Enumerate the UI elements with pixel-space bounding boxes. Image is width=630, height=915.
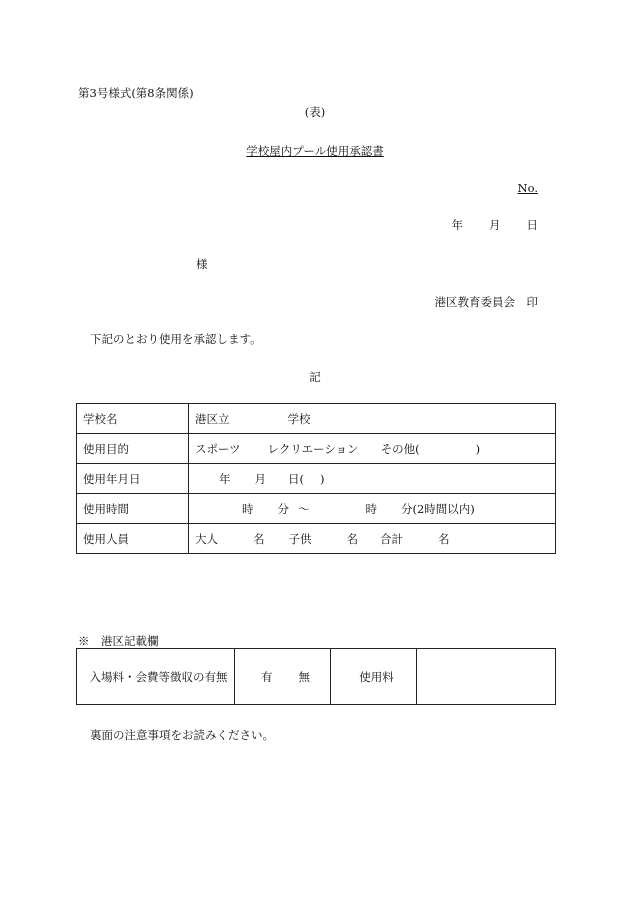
purpose-sports: スポーツ	[195, 441, 241, 456]
footer-note: 裏面の注意事項をお読みください。	[90, 728, 274, 742]
usage-date-close: )	[320, 471, 325, 486]
issuer: 港区教育委員会 印	[434, 295, 538, 309]
purpose-recreation: レクリエーション	[267, 441, 359, 456]
usage-time-tilde: 〜	[298, 501, 310, 516]
table-row	[77, 494, 556, 524]
usage-date-year: 年	[219, 471, 231, 486]
document-title: 学校屋内プール使用承認書	[246, 144, 384, 158]
ki-heading: 記	[309, 370, 321, 384]
usage-time-min-end: 分(2時間以内)	[401, 501, 475, 516]
purpose-other: その他(	[380, 441, 420, 456]
usage-date-month: 月	[254, 471, 266, 486]
fee-question-label: 入場料・会費等徴収の有無	[77, 649, 235, 705]
people-children-unit: 名	[346, 531, 358, 546]
usage-time-min-start: 分	[277, 501, 289, 516]
purpose-field	[189, 434, 556, 464]
issue-date	[452, 217, 539, 233]
side-label: (表)	[304, 105, 326, 119]
issue-date-month: 月	[489, 218, 501, 232]
school-name-field	[189, 404, 556, 434]
form-number: 第3号様式(第8条関係)	[78, 86, 194, 100]
school-suffix: 学校	[287, 411, 311, 426]
people-children: 子供	[288, 531, 312, 546]
fee-yes-no-field	[235, 649, 331, 705]
table-row	[77, 404, 556, 434]
people-adults-unit: 名	[253, 531, 265, 546]
usage-date-label: 使用年月日	[77, 464, 189, 494]
people-label: 使用人員	[77, 524, 189, 554]
table-row	[77, 434, 556, 464]
usage-fee-label: 使用料	[331, 649, 417, 705]
fee-no: 無	[298, 669, 310, 684]
minato-section-heading: ※ 港区記載欄	[78, 634, 159, 648]
usage-date-day: 日(	[288, 471, 304, 486]
usage-table	[76, 403, 556, 554]
usage-fee-value	[417, 649, 556, 705]
usage-date-field	[189, 464, 556, 494]
usage-time-hour-start: 時	[242, 501, 254, 516]
issue-date-year: 年	[451, 218, 463, 232]
people-total-unit: 名	[438, 531, 450, 546]
people-total: 合計	[380, 531, 403, 546]
usage-time-label: 使用時間	[77, 494, 189, 524]
fee-yes: 有	[261, 669, 273, 684]
usage-time-hour-end: 時	[365, 501, 377, 516]
purpose-label: 使用目的	[77, 434, 189, 464]
people-field	[189, 524, 556, 554]
intro-text: 下記のとおり使用を承認します。	[90, 332, 262, 346]
usage-time-field	[189, 494, 556, 524]
minato-fee-table	[76, 648, 556, 705]
issue-date-day: 日	[526, 218, 538, 232]
document-number: No.	[517, 181, 538, 195]
school-name-label: 学校名	[77, 404, 189, 434]
table-row	[77, 649, 556, 705]
table-row	[77, 464, 556, 494]
recipient-suffix: 様	[196, 257, 208, 271]
purpose-other-close: )	[475, 441, 481, 456]
table-row	[77, 524, 556, 554]
school-prefix: 港区立	[195, 411, 230, 426]
people-adults: 大人	[195, 531, 218, 546]
